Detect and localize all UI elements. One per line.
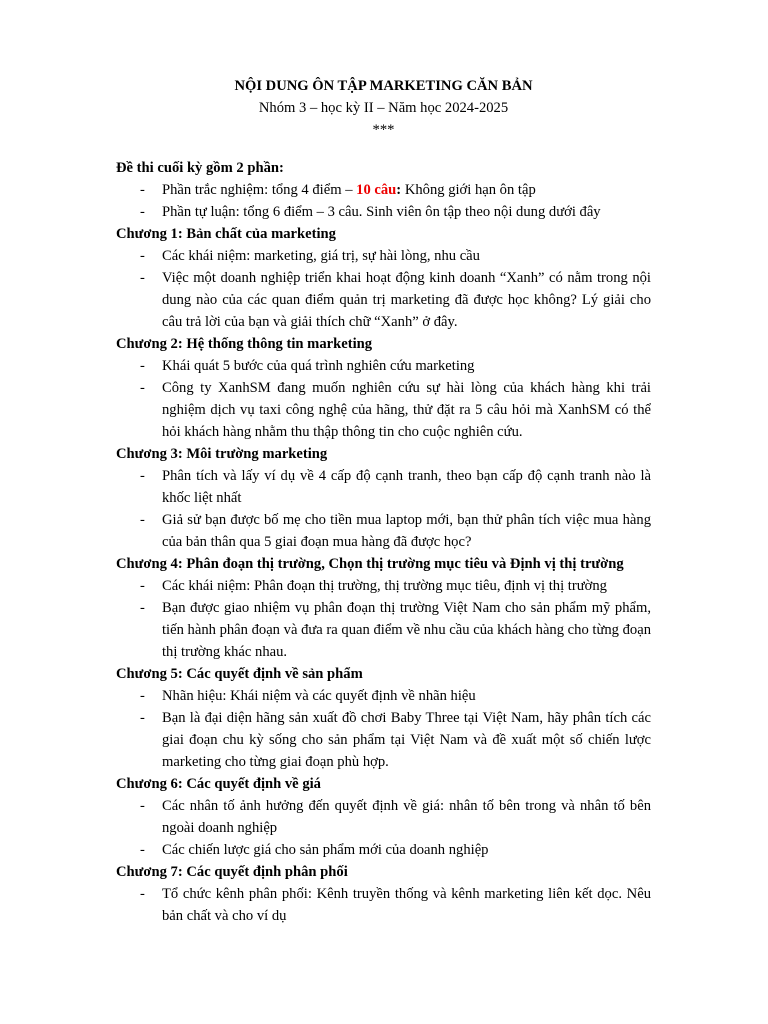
bullet-dash: - [140, 468, 145, 484]
item-text: Các chiến lược giá cho sản phẩm mới của doanh nghiệp [162, 842, 489, 858]
item-text: Tổ chức kênh phân phối: Kênh truyền thống và kênh marketing liên kết dọc. Nêu bản chất và cho ví dụ [162, 886, 651, 924]
item-text: Việc một doanh nghiệp triển khai hoạt động kinh doanh “Xanh” có nằm trong nội dung nào của các quan điểm quản trị marketing đã được học không? Lý giải cho câu trả lời của bạn và giải thích chữ “Xanh” ở đây. [162, 270, 651, 330]
item-text: Nhãn hiệu: Khái niệm và các quyết định về nhãn hiệu [162, 688, 476, 704]
chapters-container [116, 223, 651, 927]
item-text: Công ty XanhSM đang muốn nghiên cứu sự hài lòng của khách hàng khi trải nghiệm dịch vụ taxi công nghệ của hãng, thử đặt ra 5 câu hỏi mà XanhSM có thể hỏi khách hàng nhằm thu thập thông tin cho cuộc nghiên cứu. [162, 380, 651, 440]
item-text: Khái quát 5 bước của quá trình nghiên cứu marketing [162, 358, 475, 374]
chapter-heading: Chương 3: Môi trường marketing [116, 446, 328, 462]
chapter-heading: Chương 2: Hệ thống thông tin marketing [116, 336, 373, 352]
bullet-dash: - [140, 204, 145, 220]
exam-structure-list [116, 179, 651, 223]
list-item [116, 707, 651, 773]
bullet-dash: - [140, 248, 145, 264]
item-text: Bạn được giao nhiệm vụ phân đoạn thị trường Việt Nam cho sản phẩm mỹ phẩm, tiến hành phân đoạn và đưa ra quan điểm về nhu cầu của khách hàng cho từng đoạn thị trường khác nhau. [162, 600, 651, 660]
list-item [116, 575, 651, 597]
chapter-heading: Chương 5: Các quyết định về sản phẩm [116, 666, 363, 682]
chapter-items-list [116, 245, 651, 333]
list-item [116, 245, 651, 267]
bullet-dash: - [140, 270, 145, 286]
bullet-dash: - [140, 358, 145, 374]
item-text: Phần tự luận: tổng 6 điểm – 3 câu. Sinh viên ôn tập theo nội dung dưới đây [162, 204, 601, 220]
list-item [116, 179, 651, 201]
list-item [116, 839, 651, 861]
bullet-dash: - [140, 688, 145, 704]
chapter-items-list [116, 575, 651, 663]
item-text: Bạn là đại diện hãng sản xuất đồ chơi Baby Three tại Việt Nam, hãy phân tích các giai đoạn chu kỳ sống cho sản phẩm tại Việt Nam và đề xuất một số chiến lược marketing cho từng giai đoạn phù hợp. [162, 710, 651, 770]
bullet-dash: - [140, 710, 145, 726]
item-text: Giả sử bạn được bố mẹ cho tiền mua laptop mới, bạn thử phân tích việc mua hàng của bản thân qua 5 giai đoạn mua hàng đã được học? [162, 512, 651, 550]
item-text: Các nhân tố ảnh hưởng đến quyết định về giá: nhân tố bên trong và nhân tố bên ngoài doanh nghiệp [162, 798, 651, 836]
list-item [116, 509, 651, 553]
document-title: NỘI DUNG ÔN TẬP MARKETING CĂN BẢN [234, 78, 533, 94]
list-item [116, 465, 651, 509]
item-text: Phân tích và lấy ví dụ về 4 cấp độ cạnh tranh, theo bạn cấp độ cạnh tranh nào là khốc liệt nhất [162, 468, 651, 506]
bullet-dash: - [140, 380, 145, 396]
list-item [116, 685, 651, 707]
chapter-heading: Chương 1: Bản chất của marketing [116, 226, 336, 242]
item-text: Phần trắc nghiệm: tổng 4 điểm – [162, 182, 357, 198]
item-text: Các khái niệm: marketing, giá trị, sự hài lòng, nhu cầu [162, 248, 480, 264]
list-item [116, 883, 651, 927]
chapter-items-list [116, 795, 651, 861]
item-text: Không giới hạn ôn tập [401, 182, 536, 198]
bullet-dash: - [140, 578, 145, 594]
chapter-heading: Chương 4: Phân đoạn thị trường, Chọn thị trường mục tiêu và Định vị thị trường [116, 556, 624, 572]
bullet-dash: - [140, 798, 145, 814]
item-text: Các khái niệm: Phân đoạn thị trường, thị trường mục tiêu, định vị thị trường [162, 578, 607, 594]
bullet-dash: - [140, 512, 145, 528]
list-item [116, 201, 651, 223]
list-item [116, 795, 651, 839]
item-text-colon: : [396, 182, 402, 198]
chapter-heading: Chương 7: Các quyết định phân phối [116, 864, 348, 880]
list-item [116, 355, 651, 377]
bullet-dash: - [140, 182, 145, 198]
bullet-dash: - [140, 842, 145, 858]
bullet-dash: - [140, 600, 145, 616]
chapter-items-list [116, 465, 651, 553]
chapter-items-list [116, 685, 651, 773]
list-item [116, 377, 651, 443]
chapter-heading: Chương 6: Các quyết định về giá [116, 776, 321, 792]
section-separator: *** [372, 122, 395, 138]
list-item [116, 597, 651, 663]
document-subtitle: Nhóm 3 – học kỳ II – Năm học 2024-2025 [258, 100, 509, 116]
exam-structure-heading: Đề thi cuối kỳ gồm 2 phần: [116, 160, 284, 176]
chapter-items-list [116, 355, 651, 443]
highlight-text: 10 câu [356, 182, 397, 198]
bullet-dash: - [140, 886, 145, 902]
chapter-items-list [116, 883, 651, 927]
list-item [116, 267, 651, 333]
